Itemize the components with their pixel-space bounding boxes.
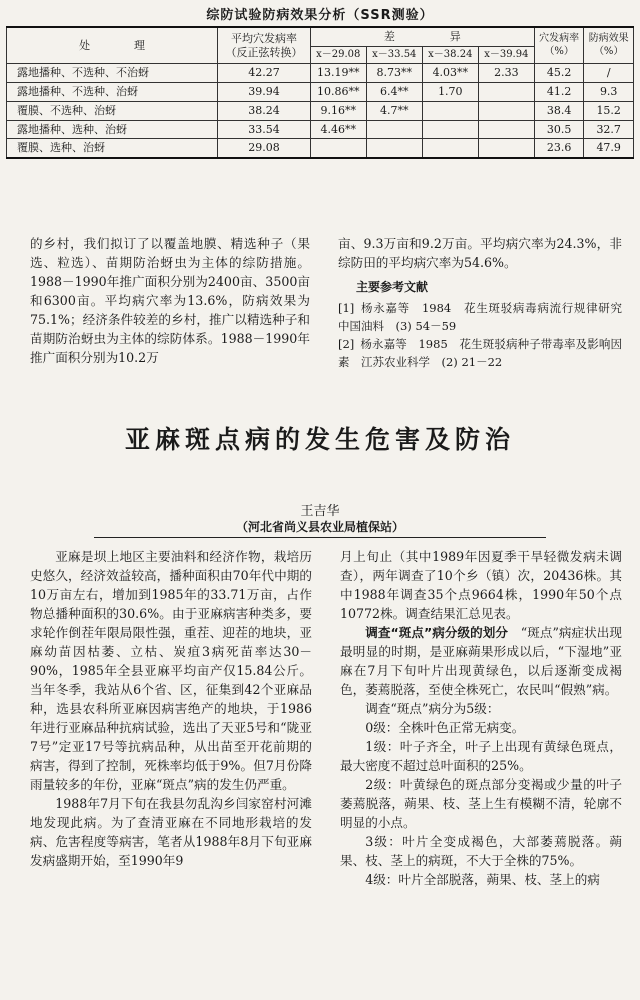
cell-rate: 45.2 <box>534 64 584 83</box>
header-effect: 防病效果（%） <box>584 27 634 64</box>
cell-treatment: 露地播种、不选种、不治蚜 <box>7 64 218 83</box>
cell-diff: 8.73** <box>366 64 422 83</box>
header-mean-rate <box>218 27 311 64</box>
cell-diff <box>478 139 534 158</box>
cell-treatment: 露地播种、选种、治蚜 <box>7 120 218 139</box>
references-title: 主要参考文献 <box>356 280 429 294</box>
reference-item <box>338 335 622 371</box>
cell-diff: 1.70 <box>422 83 478 102</box>
cell-mean: 33.54 <box>218 120 311 139</box>
upper-left-paragraph: 的乡村，我们拟订了以覆盖地膜、精选种子（果选、粒选）、苗期防治蚜虫为主体的综防措施。1988－1990年推广面积分别为2400亩、3500亩和6300亩。平均病穴率为13.6%，防病效果为75.1%；经济条件较差的乡村，推广以精选种子和苗期防治蚜虫为主体的综防体系。1988－1990年推广面积分别为10.2万 <box>30 236 310 365</box>
grade-item: 3级：叶片全变成褐色，大部萎蔫脱落。蒴果、枝、茎上的病斑，不大于全株的75%。 <box>340 834 622 868</box>
reference-tag: [2] <box>338 337 355 351</box>
upper-right-column <box>338 234 634 371</box>
grade-item: 4级：叶片全部脱落，蒴果、枝、茎上的病 <box>365 872 600 887</box>
table-row <box>7 83 634 102</box>
body-paragraph: 亚麻是坝上地区主要油料和经济作物，栽培历史悠久，经济效益较高，播种面积由70年代中期的10万亩左右，增加到1985年的33.71万亩，占作物总播种面积的30.6%。由于亚麻病害种类多，要求轮作倒茬年限局限性强，重茬、迎茬的地块，亚麻幼苗因枯萎、立枯、炭疽3病死苗率达30－90%，1985年全县亚麻平均亩产仅15.84公斤。当年冬季，我站从6个省、区，征集到42个亚麻品种，选县农科所亚麻因病害绝产的地块，于1986年进行亚麻品种抗病试验，选出了天亚5号和“陇亚7号”定亚17号等抗病品种，从出苗至开花前期的病害，得到了控制，死株率均低于9%。但7月份降雨量较多的年份，亚麻“斑点”病的发生仍严重。 <box>30 549 312 792</box>
article-title: 亚麻斑点病的发生危害及防治 <box>124 425 515 454</box>
cell-diff: 13.19** <box>310 64 366 83</box>
cell-effect: 32.7 <box>584 120 634 139</box>
body-paragraph: 月上旬止（其中1989年因夏季干旱轻微发病未调查），两年调查了10个乡（镇）次，20436株。其中1988年调查35个点9664株，1990年50个点10772株。调查结果汇总见表。 <box>340 549 622 621</box>
header-treatment: 处 理 <box>7 27 218 64</box>
cell-diff: 4.03** <box>422 64 478 83</box>
cell-effect: 15.2 <box>584 101 634 120</box>
cell-diff <box>422 139 478 158</box>
author-name: 王吉华 <box>300 504 340 519</box>
header-diff-col: x－39.94 <box>478 46 534 64</box>
cell-diff: 10.86** <box>310 83 366 102</box>
cell-treatment: 覆膜、选种、治蚜 <box>7 139 218 158</box>
grade-item: 1级：叶子齐全，叶子上出现有黄绿色斑点，最大密度不超过总叶面积的25%。 <box>340 739 622 773</box>
cell-diff <box>366 120 422 139</box>
cell-mean: 29.08 <box>218 139 311 158</box>
cell-diff <box>478 83 534 102</box>
header-mean-rate-label: 平均穴发病率 <box>230 31 297 45</box>
table-row <box>7 120 634 139</box>
cell-treatment: 覆膜、不选种、治蚜 <box>7 101 218 120</box>
upper-left-column <box>30 234 310 367</box>
table-caption: 综防试验防病效果分析（SSR测验） <box>206 8 434 23</box>
cell-diff <box>422 120 478 139</box>
table-row <box>7 64 634 83</box>
author-affiliation: （河北省尚义县农业局植保站） <box>235 520 404 534</box>
reference-text: 杨永嘉等 1984 花生斑驳病毒病流行规律研究 中国油料 (3) 54－59 <box>338 301 634 333</box>
cell-diff: 2.33 <box>478 64 534 83</box>
body-right-column <box>340 547 622 889</box>
cell-rate: 23.6 <box>534 139 584 158</box>
results-table <box>6 26 634 159</box>
header-diff-col: x－29.08 <box>310 46 366 64</box>
header-diff-col: x－38.24 <box>422 46 478 64</box>
header-mean-rate-sub: （反正弦转换） <box>225 45 303 59</box>
table-row <box>7 139 634 158</box>
cell-mean: 38.24 <box>218 101 311 120</box>
header-diff-col: x－33.54 <box>366 46 422 64</box>
body-paragraph: 调查“斑点”病分为5级： <box>365 701 500 716</box>
header-hole-rate: 穴发病率（%） <box>534 27 584 64</box>
cell-rate: 38.4 <box>534 101 584 120</box>
section-heading: 调查“斑点”病分级的划分 <box>365 625 509 640</box>
cell-rate: 30.5 <box>534 120 584 139</box>
cell-diff: 4.7** <box>366 101 422 120</box>
cell-diff: 6.4** <box>366 83 422 102</box>
cell-treatment: 露地播种、不选种、治蚜 <box>7 83 218 102</box>
cell-diff <box>366 139 422 158</box>
upper-right-paragraph: 亩、9.3万亩和9.2万亩。平均病穴率为24.3%，非综防田的平均病穴率为54.6%。 <box>338 236 622 270</box>
cell-diff <box>478 120 534 139</box>
cell-diff <box>310 139 366 158</box>
cell-rate: 41.2 <box>534 83 584 102</box>
cell-effect: 9.3 <box>584 83 634 102</box>
cell-mean: 39.94 <box>218 83 311 102</box>
reference-text: 杨永嘉等 1985 花生斑驳病种子带毒率及影响因素 江苏农业科学 (2) 21－22 <box>338 337 622 369</box>
cell-effect: / <box>584 64 634 83</box>
reference-tag: [1] <box>338 301 355 315</box>
body-paragraph <box>340 623 622 699</box>
divider <box>94 537 546 538</box>
cell-diff <box>478 101 534 120</box>
reference-item <box>338 299 634 335</box>
grade-item: 2级：叶黄绿色的斑点部分变褐或少量的叶子萎蔫脱落，蒴果、枝、茎上生有模糊不清，轮廓不明显的小点。 <box>340 777 622 830</box>
body-paragraph: 1988年7月下旬在我县勿乱沟乡闫家窑村河滩地发现此病。为了查清亚麻在不同地形栽培的发病、危害程度等病害，笔者从1988年8月下旬亚麻发病盛期开始，至1990年9 <box>30 796 312 868</box>
grade-item: 0级：全株叶色正常无病变。 <box>365 720 525 735</box>
cell-mean: 42.27 <box>218 64 311 83</box>
cell-diff <box>422 101 478 120</box>
cell-diff: 4.46** <box>310 120 366 139</box>
cell-effect: 47.9 <box>584 139 634 158</box>
section-text: “斑点”病症状出现最明显的时期，是亚麻蒴果形成以后，“下湿地”亚麻在7月下旬叶片出现黄绿色，以后逐渐变成褐色，萎蔫脱落，至使全株死亡，农民叫“假熟”病。 <box>340 625 623 697</box>
cell-diff: 9.16** <box>310 101 366 120</box>
body-left-column <box>30 547 312 870</box>
table-row <box>7 101 634 120</box>
header-difference: 差 异 <box>310 27 534 46</box>
